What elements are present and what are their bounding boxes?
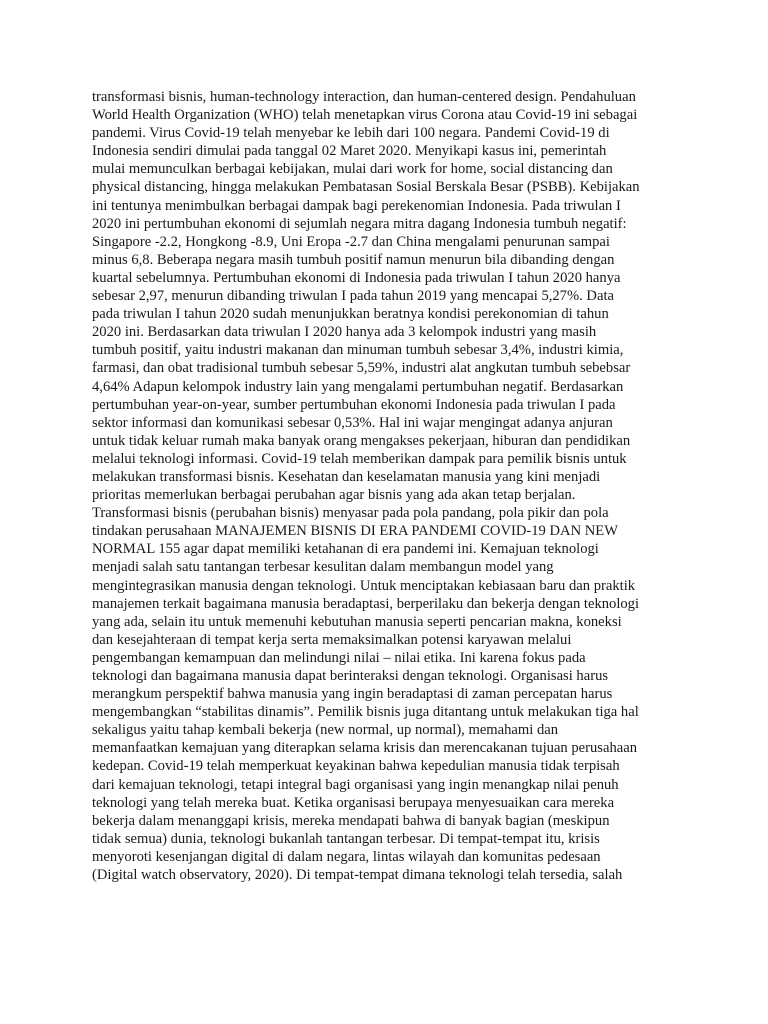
text-line: merangkum perspektif bahwa manusia yang ingin beradaptasi di zaman percepatan harus: [92, 686, 613, 703]
text-line: Indonesia sendiri dimulai pada tanggal 02 Maret 2020. Menyikapi kasus ini, pemerintah: [92, 143, 607, 160]
text-line: kuartal sebelumnya. Pertumbuhan ekonomi di Indonesia pada triwulan I tahun 2020 hanya: [92, 269, 621, 286]
text-line: tidak semua) dunia, teknologi bukanlah tantangan terbesar. Di tempat-tempat itu, krisis: [92, 830, 600, 847]
text-line: menjadi salah satu tantangan terbesar kesulitan dalam membangun model yang: [92, 559, 554, 576]
text-line: Transformasi bisnis (perubahan bisnis) menyasar pada pola pandang, pola pikir dan pola: [92, 505, 609, 522]
text-line: prioritas memerlukan berbagai perubahan agar bisnis yang ada akan tetap berjalan.: [92, 487, 576, 504]
text-line: yang ada, selain itu untuk memenuhi kebutuhan manusia seperti pencarian makna, koneksi: [92, 613, 622, 630]
text-line: untuk tidak keluar rumah maka banyak orang mengakses pekerjaan, hiburan dan pendidikan: [92, 432, 631, 449]
text-line: bekerja dalam menanggapi krisis, mereka mendapati bahwa di banyak bagian (meskipun: [92, 812, 610, 829]
text-line: dan kesejahteraan di tempat kerja serta memaksimalkan potensi karyawan melalui: [92, 631, 572, 648]
text-line: transformasi bisnis, human-technology interaction, dan human-centered design. Pendahuluan: [92, 89, 636, 105]
text-line: memanfaatkan kemajuan yang diterapkan selama krisis dan merencakanan tujuan perusahaan: [92, 740, 638, 757]
text-line: mengembangkan “stabilitas dinamis”. Pemilik bisnis juga ditantang untuk melakukan tiga hal: [92, 704, 639, 721]
text-line: sekaligus yaitu tahap kembali bekerja (new normal, up normal), memahami dan: [92, 722, 559, 739]
text-line: tindakan perusahaan MANAJEMEN BISNIS DI ERA PANDEMI COVID-19 DAN NEW: [92, 523, 619, 540]
body-text: [92, 88, 678, 884]
text-line: pertumbuhan year-on-year, sumber pertumbuhan ekonomi Indonesia pada triwulan I pada: [92, 396, 616, 413]
text-line: sebesar 2,97, menurun dibanding triwulan I pada tahun 2019 yang mencapai 5,27%. Data: [92, 288, 614, 305]
text-line: ini tentunya menimbulkan berbagai dampak bagi perekenomian Indonesia. Pada triwulan I: [92, 197, 621, 214]
text-line: minus 6,8. Beberapa negara masih tumbuh positif namun menurun bila dibanding dengan: [92, 251, 615, 268]
text-line: farmasi, dan obat tradisional tumbuh sebesar 5,59%, industri alat angkutan tumbuh sebebsar: [92, 360, 631, 377]
text-line: physical distancing, hingga melakukan Pembatasan Sosial Berskala Besar (PSBB). Kebijakan: [92, 179, 640, 196]
text-line: kedepan. Covid-19 telah memperkuat keyakinan bahwa kepedulian manusia tidak terpisah: [92, 758, 620, 775]
text-line: 2020 ini. Berdasarkan data triwulan I 2020 hanya ada 3 kelompok industri yang masih: [92, 324, 597, 341]
text-line: manajemen terkait bagaimana manusia beradaptasi, berperilaku dan bekerja dengan teknologi: [92, 595, 640, 612]
text-line: Singapore -2.2, Hongkong -8.9, Uni Eropa -2.7 dan China mengalami penurunan sampai: [92, 233, 610, 250]
text-line: teknologi dan bagaimana manusia dapat berinteraksi dengan teknologi. Organisasi harus: [92, 668, 609, 684]
text-line: pandemi. Virus Covid-19 telah menyebar ke lebih dari 100 negara. Pandemi Covid-19 di: [92, 125, 610, 142]
text-line: tumbuh positif, yaitu industri makanan dan minuman tumbuh sebesar 3,4%, industri kimia,: [92, 342, 624, 359]
text-line: 2020 ini pertumbuhan ekonomi di sejumlah negara mitra dagang Indonesia tumbuh negatif:: [92, 215, 627, 232]
text-line: (Digital watch observatory, 2020). Di tempat-tempat dimana teknologi telah tersedia, salah: [92, 867, 623, 884]
text-line: 4,64% Adapun kelompok industry lain yang mengalami pertumbuhan negatif. Berdasarkan: [92, 378, 624, 395]
text-line: teknologi yang telah mereka buat. Ketika organisasi berupaya menyesuaikan cara mereka: [92, 794, 615, 811]
text-line: mulai memunculkan berbagai kebijakan, mulai dari work for home, social distancing dan: [92, 161, 613, 178]
text-line: sektor informasi dan komunikasi sebesar 0,53%. Hal ini wajar mengingat adanya anjuran: [92, 414, 613, 431]
text-line: dari kemajuan teknologi, tetapi integral bagi organisasi yang ingin menangkap nilai penuh: [92, 776, 619, 793]
text-line: pada triwulan I tahun 2020 sudah menunjukkan beratnya kondisi perekonomian di tahun: [92, 306, 609, 323]
text-line: melakukan transformasi bisnis. Kesehatan dan keselamatan manusia yang kini menjadi: [92, 468, 601, 485]
text-line: melalui teknologi informasi. Covid-19 telah memberikan dampak para pemilik bisnis untuk: [92, 450, 627, 467]
text-line: mengintegrasikan manusia dengan teknologi. Untuk menciptakan kebiasaan baru dan praktik: [92, 577, 636, 594]
text-line: menyoroti kesenjangan digital di dalam negara, lintas wilayah dan komunitas pedesaan: [92, 848, 601, 865]
text-line: NORMAL 155 agar dapat memiliki ketahanan di era pandemi ini. Kemajuan teknologi: [92, 541, 599, 558]
text-line: pengembangan kemampuan dan melindungi nilai – nilai etika. Ini karena fokus pada: [92, 649, 586, 666]
text-line: World Health Organization (WHO) telah menetapkan virus Corona atau Covid-19 ini sebagai: [92, 107, 638, 124]
